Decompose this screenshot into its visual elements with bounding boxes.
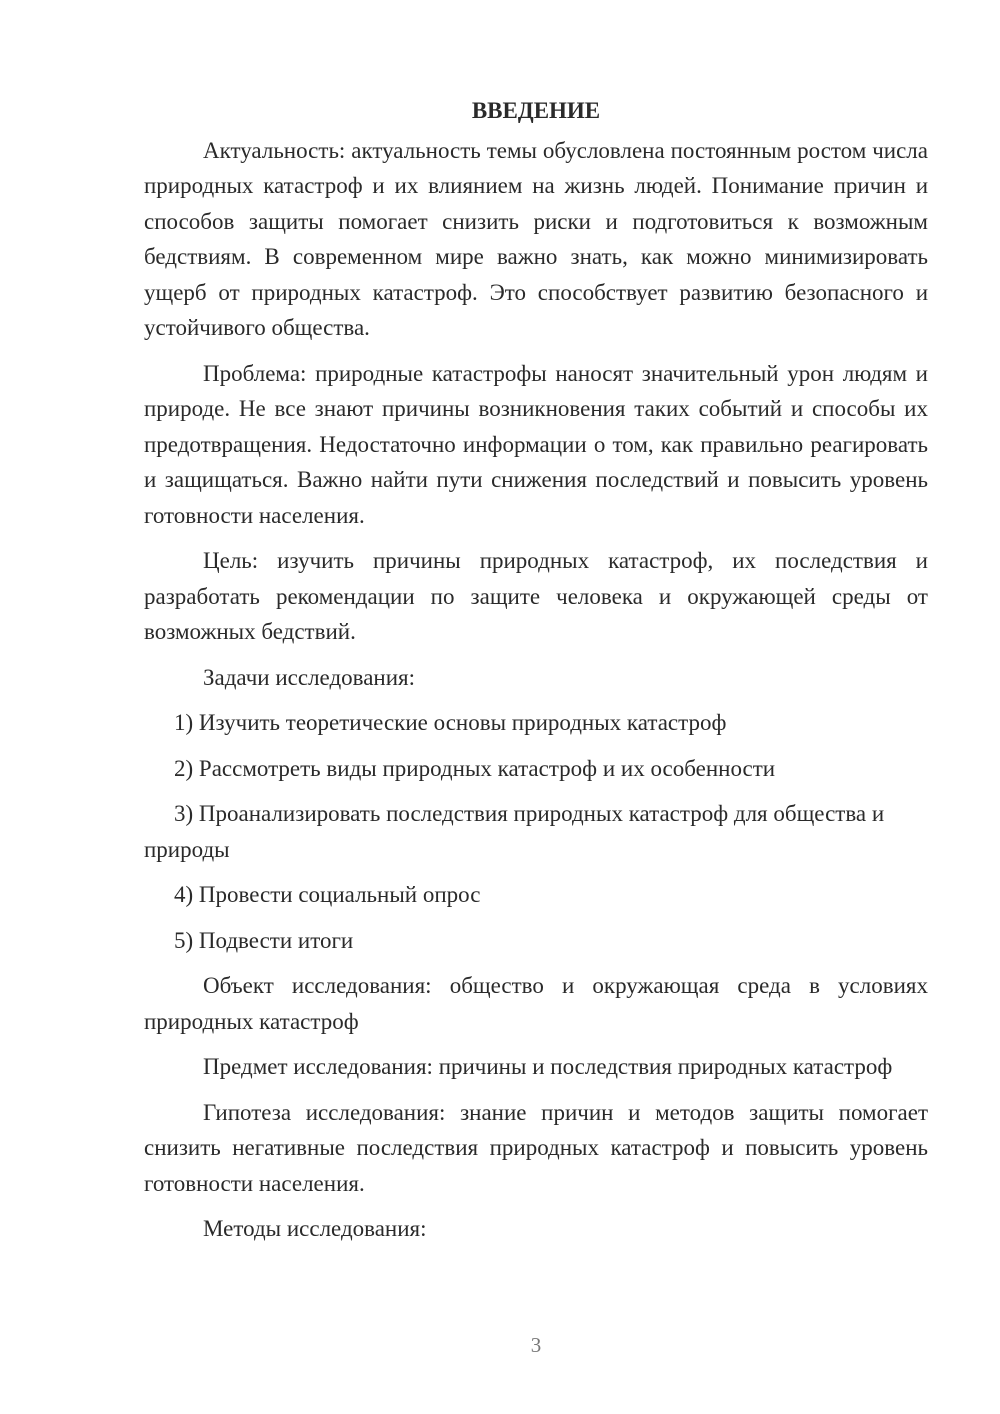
page-body xyxy=(144,93,928,1257)
paragraph-object: Объект исследования: общество и окружающая среда в условиях природных катастроф xyxy=(144,973,928,1034)
paragraph-methods: Методы исследования: xyxy=(203,1216,427,1241)
section-heading: ВВЕДЕНИЕ xyxy=(471,98,601,123)
task-item-3: 3) Проанализировать последствия природных катастроф для общества и природы xyxy=(144,801,885,862)
task-item-5: 5) Подвести итоги xyxy=(174,927,354,953)
task-item-4: 4) Провести социальный опрос xyxy=(174,882,481,907)
paragraph-subject: Предмет исследования: причины и последствия природных катастроф xyxy=(203,1054,893,1079)
page-number: 3 xyxy=(530,1333,542,1357)
tasks-heading: Задачи исследования: xyxy=(203,664,416,690)
paragraph-problem: Проблема: природные катастрофы наносят значительный урон людям и природе. Не все знают причины возникновения таких событий и способы их предотвращения. Недостаточно информации о том, как правильно реагировать и защищаться. Важно найти пути снижения последствий и повысить уровень готовности населения. xyxy=(144,360,928,528)
task-item-2: 2) Рассмотреть виды природных катастроф и их особенности xyxy=(174,755,776,781)
task-item-1: 1) Изучить теоретические основы природных катастроф xyxy=(174,710,727,735)
paragraph-goal: Цель: изучить причины природных катастроф, их последствия и разработать рекомендации по защите человека и окружающей среды от возможных бедствий. xyxy=(144,548,928,644)
paragraph-relevance: Актуальность: актуальность темы обусловлена постоянным ростом числа природных катастроф и их влиянием на жизнь людей. Понимание причин и способов защиты помогает снизить риски и подготовиться к возможным бедствиям. В современном мире важно знать, как можно минимизировать ущерб от природных катастроф. Это способствует развитию безопасного и устойчивого общества. xyxy=(144,137,928,340)
paragraph-hypothesis: Гипотеза исследования: знание причин и методов защиты помогает снизить негативные последствия природных катастроф и повысить уровень готовности населения. xyxy=(144,1099,928,1196)
